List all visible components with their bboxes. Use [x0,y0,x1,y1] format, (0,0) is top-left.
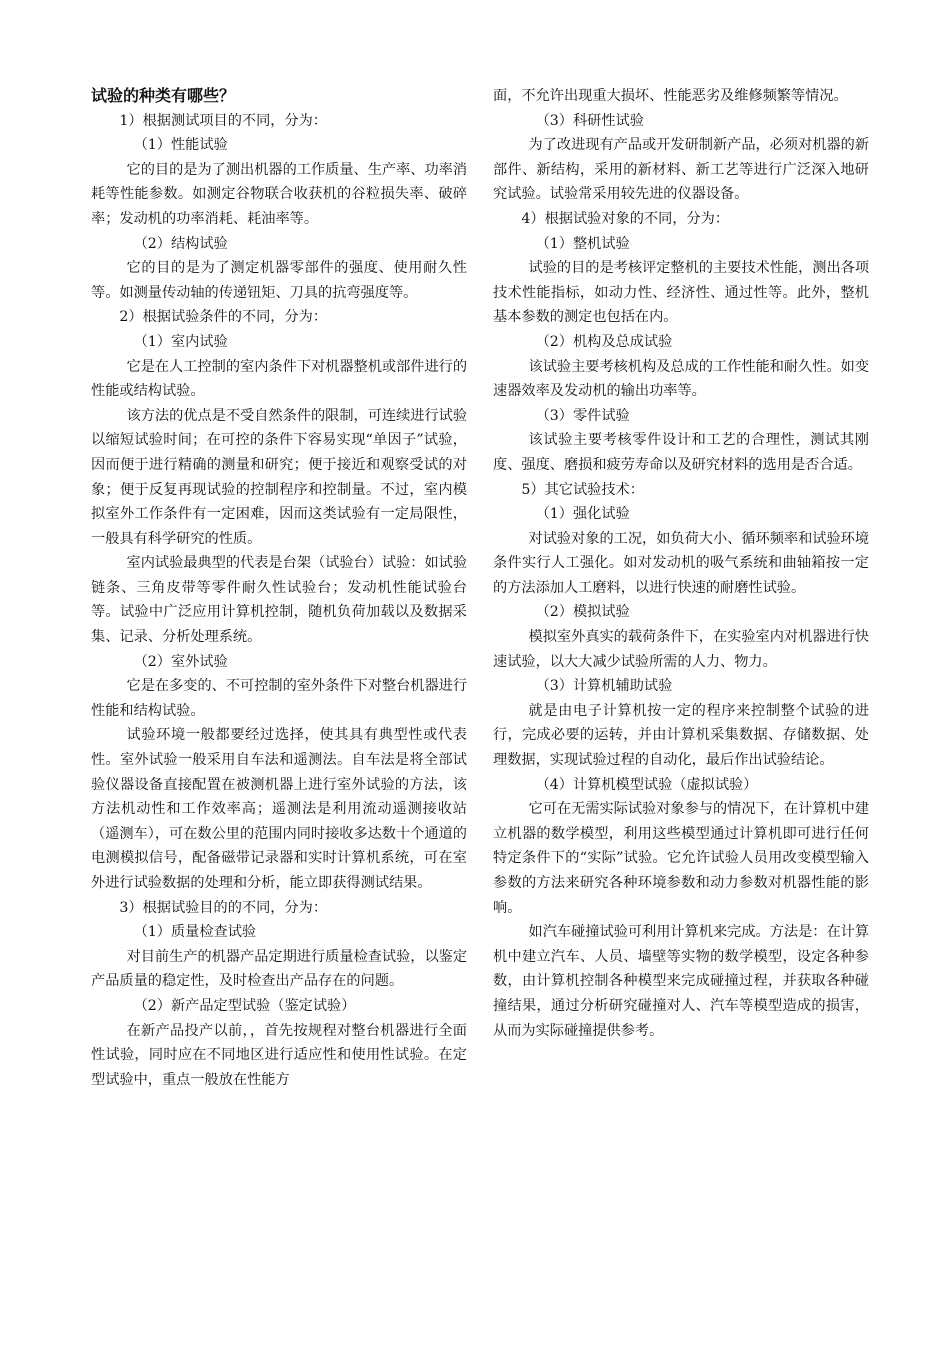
section-heading: 4）根据试验对象的不同，分为： [521,210,730,227]
paragraph: 该试验主要考核机构及总成的工作性能和耐久性。如变速器效率及发动机的输出功率等。 [493,358,870,400]
document-title: 试验的种类有哪些？ [91,86,236,105]
paragraph: 它是在多变的、不可控制的室外条件下对整台机器进行性能和结构试验。 [91,678,468,719]
paragraph: 试验环境一般都要经过选择，使其具有典型性或代表性。室外试验一般采用自车法和遥测法。自车法是将全部试验仪器设备直接配置在被测机器上进行室外试验的方法，该方法机动性和工作效率高；遥测法是利用流动遥测接收站（遥测车），可在数公里的范围内同时接收多达数十个通道的电测模拟信号，配备磁带记录器和实时计算机系统，可在室外进行试验数据的处理和分析，能立即获得测试结果。 [91,727,467,891]
paragraph: 该方法的优点是不受自然条件的限制，可连续进行试验以缩短试验时间；在可控的条件下容易实现“单因子”试验，因而便于进行精确的测量和研究；便于接近和观察受试的对象；便于反复再现试验的控制程序和控制量。不过，室内模拟室外工作条件有一定困难，因而这类试验有一定局限性，一般具有科学研究的性质。 [91,407,468,547]
paragraph: 如汽车碰撞试验可利用计算机来完成。方法是：在计算机中建立汽车、人员、墙壁等实物的数学模型，设定各种参数，由计算机控制各种模型来完成碰撞过程，并获取各种碰撞结果，通过分析研究碰撞对人、汽车等模型造成的损害，从而为实际碰撞提供参考。 [493,924,870,1039]
section-heading: 3）根据试验目的的不同，分为： [119,899,328,916]
subsection-heading: （1）质量检查试验 [133,924,257,941]
subsection-heading: （3）零件试验 [535,407,630,424]
section-heading: 5）其它试验技术： [521,481,644,498]
paragraph: 对目前生产的机器产品定期进行质量检查试验，以鉴定产品质量的稳定性，及时检查出产品存在的问题。 [91,948,468,990]
paragraph: 它是在人工控制的室内条件下对机器整机或部件进行的性能或结构试验。 [91,358,468,400]
subsection-heading: （4）计算机模型试验（虚拟试验） [535,776,758,793]
paragraph: 该试验主要考核零件设计和工艺的合理性，测试其刚度、强度、磨损和疲劳寿命以及研究材料的选用是否合适。 [493,432,869,473]
subsection-heading: （3）科研性试验 [535,112,644,129]
paragraph-continued: 面，不允许出现重大损坏、性能恶劣及维修频繁等情况。 [493,88,848,104]
section-heading: 1）根据测试项目的不同，分为： [119,112,328,129]
paragraph: 它可在无需实际试验对象参与的情况下，在计算机中建立机器的数学模型，利用这些模型通过计算机即可进行任何特定条件下的“实际”试验。它允许试验人员用改变模型输入参数的方法来研究各种环境参数和动力参数对机器性能的影响。 [493,801,870,916]
subsection-heading: （2）结构试验 [133,235,228,252]
subsection-heading: （3）计算机辅助试验 [535,678,673,695]
subsection-heading: （1）室内试验 [133,333,228,350]
paragraph: 模拟室外真实的载荷条件下，在实验室内对机器进行快速试验，以大大减少试验所需的人力、物力。 [493,629,870,670]
paragraph: 在新产品投产以前，，首先按规程对整台机器进行全面性试验，同时应在不同地区进行适应性和使用性试验。在定型试验中，重点一般放在性能方 [91,1022,467,1088]
paragraph: 它的目的是为了测定机器零部件的强度、使用耐久性等。如测量传动轴的传递钮矩、刀具的抗弯强度等。 [91,260,467,301]
subsection-heading: （2）新产品定型试验（鉴定试验） [133,997,356,1014]
subsection-heading: （1）强化试验 [535,506,630,523]
subsection-heading: （1）性能试验 [133,137,228,154]
right-column [493,84,869,1043]
subsection-heading: （2）机构及总成试验 [535,333,673,350]
subsection-heading: （1）整机试验 [535,235,630,252]
subsection-heading: （2）模拟试验 [535,604,630,621]
paragraph: 为了改进现有产品或开发研制新产品，必须对机器的新部件、新结构，采用的新材料、新工艺等进行广泛深入地研究试验。试验常采用较先进的仪器设备。 [493,137,870,203]
paragraph: 就是由电子计算机按一定的程序来控制整个试验的进行，完成必要的运转，并由计算机采集数据、存储数据、处理数据，实现试验过程的自动化，最后作出试验结论。 [493,702,869,769]
paragraph: 试验的目的是考核评定整机的主要技术性能，测出各项技术性能指标，如动力性、经济性、通过性等。此外，整机基本参数的测定也包括在内。 [493,260,870,326]
paragraph: 室内试验最典型的代表是台架（试验台）试验：如试验链条、三角皮带等零件耐久性试验台；发动机性能试验台等。试验中广泛应用计算机控制，随机负荷加载以及数据采集、记录、分析处理系统。 [91,555,468,646]
paragraph: 它的目的是为了测出机器的工作质量、生产率、功率消耗等性能参数。如测定谷物联合收获机的谷粒损失率、破碎率；发动机的功率消耗、耗油率等。 [91,161,468,227]
paragraph: 对试验对象的工况，如负荷大小、循环频率和试验环境条件实行人工强化。如对发动机的吸气系统和曲轴箱按一定的方法添加人工磨料，以进行快速的耐磨性试验。 [493,530,870,596]
subsection-heading: （2）室外试验 [133,653,228,670]
section-heading: 2）根据试验条件的不同，分为： [119,309,328,326]
left-column [91,84,467,1092]
